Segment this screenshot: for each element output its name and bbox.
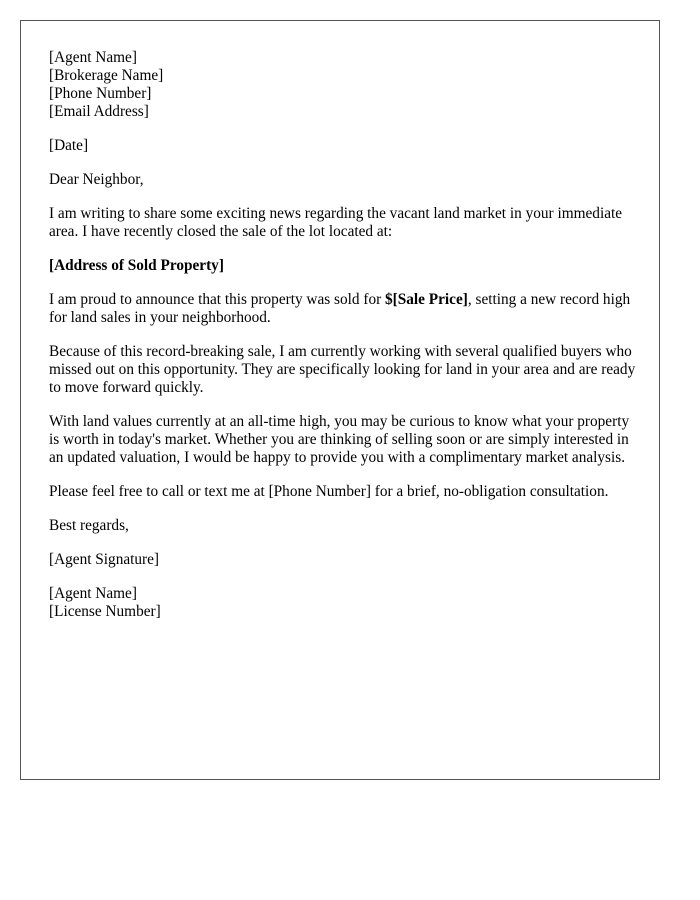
letter-page	[20, 20, 660, 780]
footer-block	[49, 585, 639, 621]
sold-property-address-paragraph	[49, 257, 639, 275]
sender-brokerage-name: [Brokerage Name]	[49, 67, 164, 84]
paragraph-intro: I am writing to share some exciting news regarding the vacant land market in your immediate area. I have recently closed the sale of the lot located at:	[49, 205, 623, 240]
salutation: Dear Neighbor,	[49, 171, 144, 188]
paragraph-valuation: With land values currently at an all-time high, you may be curious to know what your property is worth in today's market. Whether you are thinking of selling soon or are simply interested in an updated valuation, I would be happy to provide you with a complimentary market analysis.	[49, 413, 630, 466]
footer-license-number: [License Number]	[49, 603, 161, 620]
sale-price-text-before: I am proud to announce that this property was sold for	[49, 291, 386, 308]
sender-phone-number: [Phone Number]	[49, 85, 152, 102]
sale-price: $[Sale Price]	[385, 291, 468, 308]
agent-signature: [Agent Signature]	[49, 551, 160, 568]
closing: Best regards,	[49, 517, 129, 534]
paragraph-contact: Please feel free to call or text me at [Phone Number] for a brief, no-obligation consultation.	[49, 483, 609, 500]
letter-content	[49, 49, 639, 637]
sale-price-text-after: , setting a new record high for land sales in your neighborhood.	[49, 291, 631, 326]
sold-property-address: [Address of Sold Property]	[49, 257, 224, 274]
sender-email-address: [Email Address]	[49, 103, 149, 120]
letter-date: [Date]	[49, 137, 89, 154]
paragraph-sale-price	[49, 291, 639, 327]
sender-block	[49, 49, 639, 121]
paragraph-buyers: Because of this record-breaking sale, I am currently working with several qualified buyers who missed out on this opportunity. They are specifically looking for land in your area and are ready to move forward quickly.	[49, 343, 636, 396]
footer-agent-name: [Agent Name]	[49, 585, 137, 602]
sender-agent-name: [Agent Name]	[49, 49, 137, 66]
